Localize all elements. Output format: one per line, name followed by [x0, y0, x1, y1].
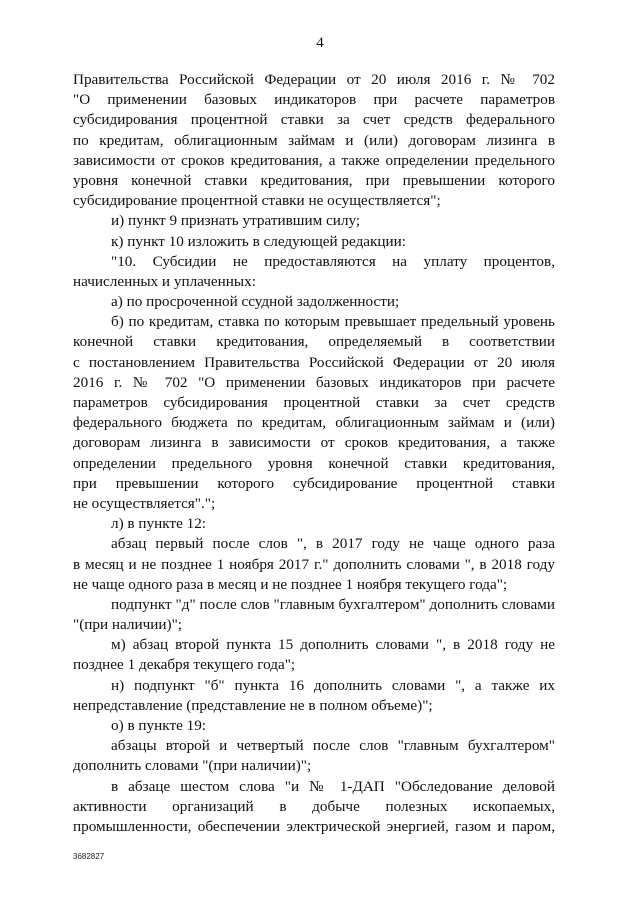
text-line: 2016 г. № 702 "О применении базовых индикаторов при расчете: [73, 373, 555, 391]
text-line: уровня конечной ставки кредитования, при превышении которого: [73, 171, 555, 189]
document-body: [73, 70, 555, 837]
text-line: активности организаций в добыче полезных ископаемых,: [73, 797, 555, 815]
document-id: 3682827: [73, 852, 105, 861]
text-line: Правительства Российской Федерации от 20 июля 2016 г. № 702: [73, 71, 555, 88]
text-line: зависимости от сроков кредитования, а также определении предельного: [73, 151, 555, 169]
text-line: субсидирование процентной ставки не осуществляется";: [73, 192, 441, 210]
text-line: непредставление (представление не в полном объеме)";: [73, 696, 433, 714]
text-line: дополнить словами "(при наличии)";: [73, 757, 312, 775]
text-line: начисленных и уплаченных:: [73, 272, 256, 290]
text-line: по кредитам, облигационным займам и (или) договорам лизинга в: [73, 131, 555, 149]
text-line: абзацы второй и четвертый после слов "главным бухгалтером": [111, 737, 555, 755]
text-line: федерального бюджета по кредитам, облигационным займам и (или): [73, 414, 555, 432]
text-line: подпункт "д" после слов "главным бухгалтером" дополнить словами: [111, 595, 555, 613]
text-line: в абзаце шестом слова "и № 1-ДАП "Обследование деловой: [111, 777, 555, 795]
text-line: определении предельного уровня конечной ставки кредитования,: [73, 454, 555, 472]
text-line: "О применении базовых индикаторов при расчете параметров: [73, 91, 555, 109]
text-line: при превышении которого субсидирование процентной ставки: [73, 474, 555, 492]
text-line: промышленности, обеспечении электрической энергией, газом и паром,: [73, 817, 555, 835]
text-line: договорам лизинга в зависимости от сроков кредитования, а также: [73, 434, 555, 452]
text-line: не чаще одного раза в месяц и не позднее 1 ноября текущего года";: [73, 575, 508, 593]
text-line: не осуществляется".";: [73, 494, 216, 512]
text-line: параметров субсидирования процентной ставки за счет средств: [73, 394, 555, 411]
text-line: н) подпункт "б" пункта 16 дополнить словами ", а также их: [111, 676, 555, 694]
text-line: с постановлением Правительства Российской Федерации от 20 июля: [73, 353, 555, 371]
text-line: "10. Субсидии не предоставляются на уплату процентов,: [111, 252, 555, 270]
text-line: б) по кредитам, ставка по которым превышает предельный уровень: [111, 313, 555, 331]
text-line: к) пункт 10 изложить в следующей редакции:: [111, 232, 407, 250]
text-line: абзац первый после слов ", в 2017 году не чаще одного раза: [111, 535, 555, 553]
page-number: 4: [316, 35, 324, 51]
text-line: а) по просроченной ссудной задолженности;: [111, 293, 400, 311]
text-line: позднее 1 декабря текущего года";: [73, 656, 296, 674]
text-line: и) пункт 9 признать утратившим силу;: [111, 212, 361, 230]
text-line: субсидирования процентной ставки за счет средств федерального: [73, 111, 555, 129]
text-line: л) в пункте 12:: [111, 515, 207, 533]
text-line: в месяц и не позднее 1 ноября 2017 г." дополнить словами ", в 2018 году: [73, 555, 555, 573]
text-line: о) в пункте 19:: [111, 717, 207, 734]
text-line: м) абзац второй пункта 15 дополнить словами ", в 2018 году не: [111, 636, 555, 654]
text-line: "(при наличии)";: [73, 616, 182, 634]
text-line: конечной ставки кредитования, определяемый в соответствии: [73, 333, 555, 351]
